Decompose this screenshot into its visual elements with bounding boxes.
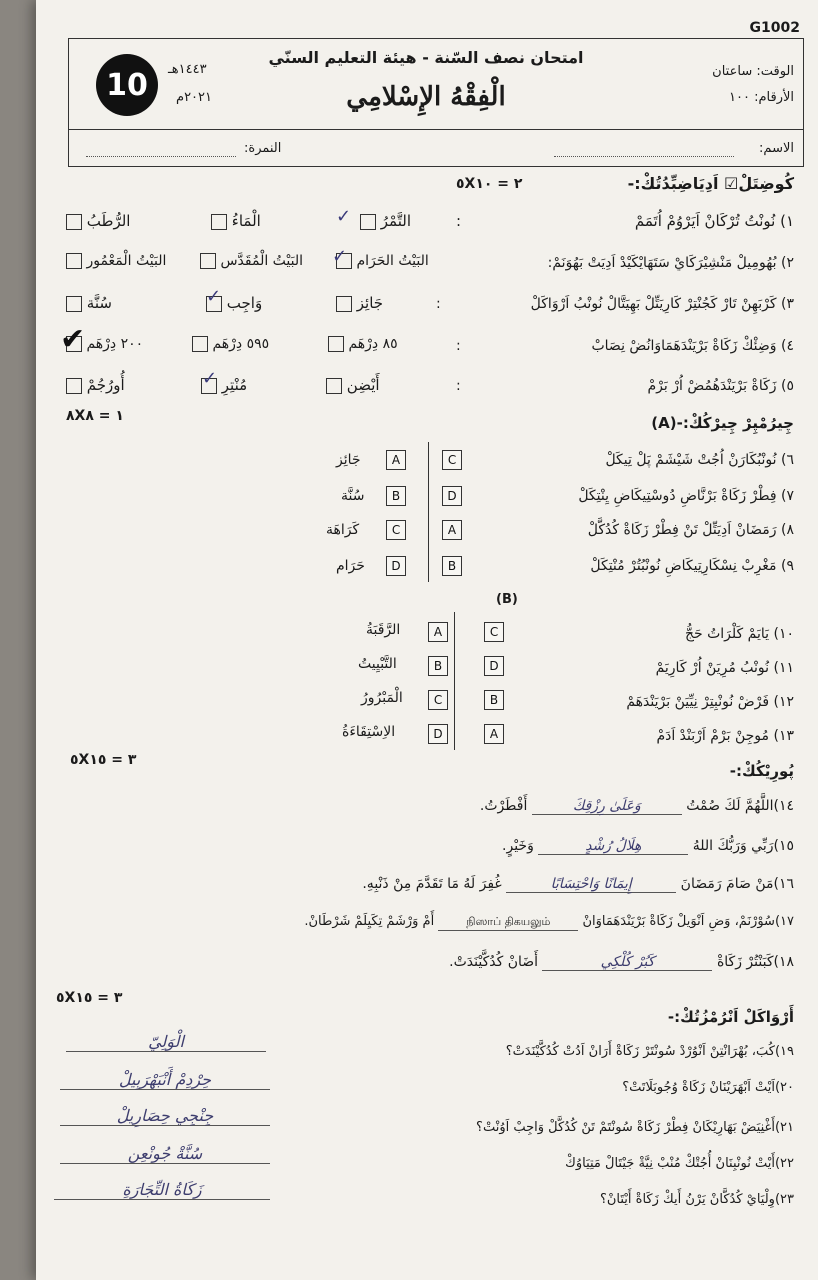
q1-opt1[interactable] <box>360 212 411 230</box>
year-gregorian: ٢٠٢١م <box>176 90 212 105</box>
q5-colon: : <box>456 378 461 394</box>
option-letter: C <box>386 520 406 540</box>
year-hijri: ١٤٤٣هـ <box>168 62 207 77</box>
option-label: البَيْتُ الْمُقَدَّس <box>220 253 304 269</box>
option-letter: D <box>386 556 406 576</box>
fill-q15 <box>502 838 794 855</box>
answer-field[interactable]: நிஸாப் திகயலும் <box>438 915 578 931</box>
answer-field[interactable]: زَكَاةُ التِّجَارَةِ <box>54 1180 270 1200</box>
q5-text: ٥) زَكَاةْ بَرْيَنْدَهُمُضْ اُرْ بَرْمْ <box>647 378 794 394</box>
match-q13: ١٣) مُوجِنْ بَرْمْ اَرْبَنْدْ اَدَمْ <box>656 728 794 744</box>
section2-instruction: چِيرُمْپِرْ چِيرْكُكْ:-(A) <box>651 414 794 432</box>
fill-suffix: أَفْطَرْتُ. <box>479 798 528 814</box>
option-label: ٢٠٠ دِرْهَم <box>86 336 144 352</box>
exam-title: امتحان نصف السّنة - هيئة التعليم السنّي <box>268 48 584 67</box>
marks-label: الأرقام: ١٠٠ <box>729 90 794 105</box>
name-label: الاسم: <box>759 141 794 156</box>
short-q22: ٢٢)أَيْتْ نُونْبِنَانْ أُجُتْكْ مُنْبْ نِيَّةْ جَيْتَالْ مَتِيَاوُكْ <box>565 1156 794 1171</box>
option-text: كَرَاهَة <box>326 522 360 538</box>
q2-opt1[interactable] <box>336 253 429 269</box>
short-q20: ٢٠)اَيْتْ اَبْهَرَيْنَانْ زَكَاةْ وُجُوبَلَاتَتْ؟ <box>622 1080 794 1095</box>
option-label: التَّمْرُ <box>380 212 411 230</box>
option-letter: B <box>386 486 406 506</box>
checkbox[interactable] <box>211 214 227 230</box>
q4-opt2[interactable] <box>192 336 269 352</box>
option-label: البَيْتُ الْمَعْمُور <box>86 253 167 269</box>
section3-instruction: پُورِيْكُكْ:- <box>729 762 794 780</box>
option-text: سُنَّة <box>341 488 365 504</box>
option-label: أُورُجُمْ <box>86 376 125 394</box>
answer-box[interactable]: D <box>442 486 462 506</box>
answer-field[interactable]: إِيمَانًا وَاحْتِسَابًا <box>506 876 676 893</box>
checkbox[interactable] <box>66 378 82 394</box>
option-text: الرَّقَبَةُ <box>366 622 401 638</box>
option-label: سُنَّة <box>86 294 112 312</box>
q2-opt2[interactable] <box>200 253 303 269</box>
match-q12: ١٢) فَرْضْ نُونْبِتِرْ نِيِّيَنْ بَرْيَنْدَهَمْ <box>626 694 794 710</box>
score-field[interactable] <box>86 156 236 157</box>
answer-box[interactable]: C <box>484 622 504 642</box>
q4-opt1[interactable] <box>328 336 398 352</box>
checkbox[interactable] <box>66 296 82 312</box>
section1-score: ٥X٢ = ١٠ <box>456 176 523 192</box>
section4-score: ٥X٣ = ١٥ <box>56 990 123 1006</box>
answer-field[interactable]: جِنْجِي حِصَارِيلْ <box>60 1106 270 1126</box>
checkbox[interactable] <box>328 336 344 352</box>
answer-box[interactable]: B <box>442 556 462 576</box>
divider <box>454 612 455 750</box>
answer-box[interactable]: B <box>484 690 504 710</box>
fill-suffix: أَمْ وَرْشَمْ تِكَيِلَمْ شَرْطَانْ. <box>304 914 435 929</box>
grade-circle: 10 <box>96 54 158 116</box>
section3-score: ٥X٣ = ١٥ <box>70 752 137 768</box>
q1-opt3[interactable] <box>66 212 130 230</box>
checkbox[interactable] <box>360 214 376 230</box>
fill-suffix: وَخَيْرٍ. <box>502 838 534 854</box>
q4-text: ٤) وَضِئْكْ زَكَاةْ بَرْيَنْدَهَمَاوَانُضْ نِصَابْ <box>591 338 794 354</box>
fill-prefix: ١٧)سُوْرْنَمْ، وَضِ اَنْوَيلْ زَكَاةْ بَرْيَنْدَهَمَاوَانْ <box>582 914 794 929</box>
fill-suffix: أَضَانْ كُدُكَّيْنَدَتْ. <box>449 954 539 970</box>
match-q9: ٩) مَغْرِبْ نِسْكَارِتِيكَاضِ نُونْبُتُرْ مُنْتِكَلْ <box>590 558 794 574</box>
match-q10: ١٠) يَايَمْ كَلْرَاتُ حَجُّ <box>684 626 794 642</box>
exam-sheet <box>36 0 818 1280</box>
option-letter: A <box>386 450 406 470</box>
section1-instruction: كُوضِتَلْ☑ اَدِيَاضِبِّدُتُكْ:- <box>627 174 794 193</box>
q3-colon: : <box>436 296 441 312</box>
option-label: الرُّطَبُ <box>86 212 131 230</box>
option-letter: B <box>428 656 448 676</box>
option-label: البَيْتُ الحَرَام <box>356 253 429 269</box>
option-text: التَّبْيِيتُ <box>358 656 397 672</box>
score-label: النمرة: <box>244 141 282 156</box>
fill-suffix: غُفِرَ لَهُ مَا تَقَدَّمَ مِنْ ذَنْبِهِ. <box>362 876 502 892</box>
q2-text: ٢) بُهُومِيلْ مَنْشِيْرَكَايْ سَتَهَايْكَيْدْ اَدِيَتْ بَهُوَنَمْ: <box>547 255 794 271</box>
q3-text: ٣) كَرْبَهِنْ تَارْ كَجُنْتِرْ كَارِيَتِّلْ بَهِيَتَّالْ نُونْبُ اَرْوَاكَلْ <box>530 296 794 312</box>
option-label: جَائِز <box>356 294 384 312</box>
checkbox[interactable] <box>326 378 342 394</box>
check-mark-icon: ✓ <box>336 206 352 227</box>
answer-box[interactable]: A <box>442 520 462 540</box>
answer-field[interactable]: هِلَالُ رُشْدٍ <box>538 838 688 855</box>
fill-q17 <box>304 914 794 931</box>
answer-box[interactable]: A <box>484 724 504 744</box>
time-label: الوقت: ساعتان <box>712 64 794 79</box>
check-mark-icon: ✔ <box>60 322 86 357</box>
q1-colon: : <box>456 212 462 230</box>
option-text: الْمَبْرُورُ <box>361 690 403 706</box>
option-label: ٥٩٥ دِرْهَم <box>212 336 270 352</box>
fill-prefix: ١٦)مَنْ صَامَ رَمَضَانَ <box>680 876 794 892</box>
option-label: وَاجِب <box>226 294 263 312</box>
fill-prefix: ١٥)رَبِّي وَرَبُّكَ اللهُ <box>692 838 794 854</box>
option-text: الاِسْتِقَاءَةُ <box>342 724 396 740</box>
checkbox[interactable] <box>200 253 216 269</box>
divider <box>428 442 429 582</box>
check-mark-icon: ✓ <box>332 246 348 267</box>
section4-instruction: أَرْوَاكَلْ اَنْرُمْزُتُكْ:- <box>667 1008 794 1026</box>
name-box <box>68 128 804 167</box>
check-mark-icon: ✓ <box>206 286 222 307</box>
fill-q16 <box>362 876 794 893</box>
fill-q18 <box>449 954 794 971</box>
q3-opt3[interactable] <box>66 294 112 312</box>
answer-box[interactable]: C <box>442 450 462 470</box>
short-q19: ١٩)كُبَ، بُهْرَانْتِنْ اَنْوُرْدْ سُونْتَرْ زَكَاةْ أَرَانْ اَدُتْ كُدُكَّيْنَدَتْ؟ <box>505 1044 794 1059</box>
checkbox[interactable] <box>66 214 82 230</box>
answer-field[interactable]: سُنَّةْ جُونْعِن <box>60 1144 270 1164</box>
section2-score: ٨X١ = ٨ <box>66 408 124 424</box>
q4-colon: : <box>456 338 461 354</box>
fill-prefix: ١٤)اللَّهُمَّ لَكَ صُمْتُ <box>686 798 794 814</box>
q5-opt1[interactable] <box>326 376 380 394</box>
q1-text: ١) نُونْتُ تُرْكَانْ اَيَرْوُمْ اُتَمَمْ <box>634 212 794 230</box>
answer-field[interactable]: كَبُرْ كُلْكِي <box>542 954 712 971</box>
match-q7: ٧) فِطْرْ زَكَاةْ بَرْنَّاضِ دُوسْتِيكَاضِ يِنْتِكَلْ <box>578 488 794 504</box>
option-text: حَرَام <box>336 558 365 574</box>
option-letter: C <box>428 690 448 710</box>
q2-opt3[interactable] <box>66 253 166 269</box>
fill-q14 <box>480 798 794 815</box>
match-q11: ١١) نُونْبُ مُرِيَنْ اُرْ كَارِيَمْ <box>655 660 794 676</box>
checkbox[interactable] <box>192 336 208 352</box>
check-mark-icon: ✓ <box>202 368 218 389</box>
subject-title: الْفِقْهُ الإِسْلامِي <box>346 82 506 112</box>
answer-field[interactable]: الْوَلِيّ <box>66 1032 266 1052</box>
match-q8: ٨) رَمَضَانْ اَدِيَتِّلْ تَنْ فِطْرْ زَكَاةْ كُدُكَّلْ <box>587 522 794 538</box>
option-label: ٨٥ دِرْهَم <box>348 336 398 352</box>
short-q21: ٢١)أَغْنِيَضْ بَهَارِيْكَانْ فِطْرْ زَكَاةْ سُونْتَمْ تَنْ كُدُكَّلْ وَاجِبْ اَوُنْتْ؟ <box>476 1120 794 1135</box>
option-text: جَائِز <box>336 452 361 468</box>
q3-opt1[interactable] <box>336 294 383 312</box>
answer-field[interactable]: حِرْدِمْ أَنْبَهْرَبِيلْ <box>60 1070 270 1090</box>
exam-code: G1002 <box>749 20 800 36</box>
q1-opt2[interactable] <box>211 212 261 230</box>
option-letter: A <box>428 622 448 642</box>
part-b-label: (B) <box>496 592 518 607</box>
option-label: الْمَاءُ <box>231 212 261 230</box>
checkbox[interactable] <box>66 253 82 269</box>
answer-box[interactable]: D <box>484 656 504 676</box>
answer-field[interactable]: وَعَلَىٰ رِزْقِكَ <box>532 798 682 815</box>
option-label: مُنْتِرِ <box>221 376 248 394</box>
match-q6: ٦) نُونْبُكَارَنْ اُجُتْ شَيْشَمْ پَلْ تِيكَلْ <box>605 452 794 468</box>
short-q23: ٢٣)وِلْيَايْ كُدُكَّانْ يَرْنُ أَيكْ زَكَاةْ أَيْتَانْ؟ <box>599 1192 794 1207</box>
checkbox[interactable] <box>336 296 352 312</box>
q5-opt3[interactable] <box>66 376 125 394</box>
fill-prefix: ١٨)كَبَنْتُرْ زَكَاةْ <box>716 954 794 970</box>
option-letter: D <box>428 724 448 744</box>
option-label: أَيْضِن <box>346 376 380 394</box>
name-field[interactable] <box>554 156 734 157</box>
